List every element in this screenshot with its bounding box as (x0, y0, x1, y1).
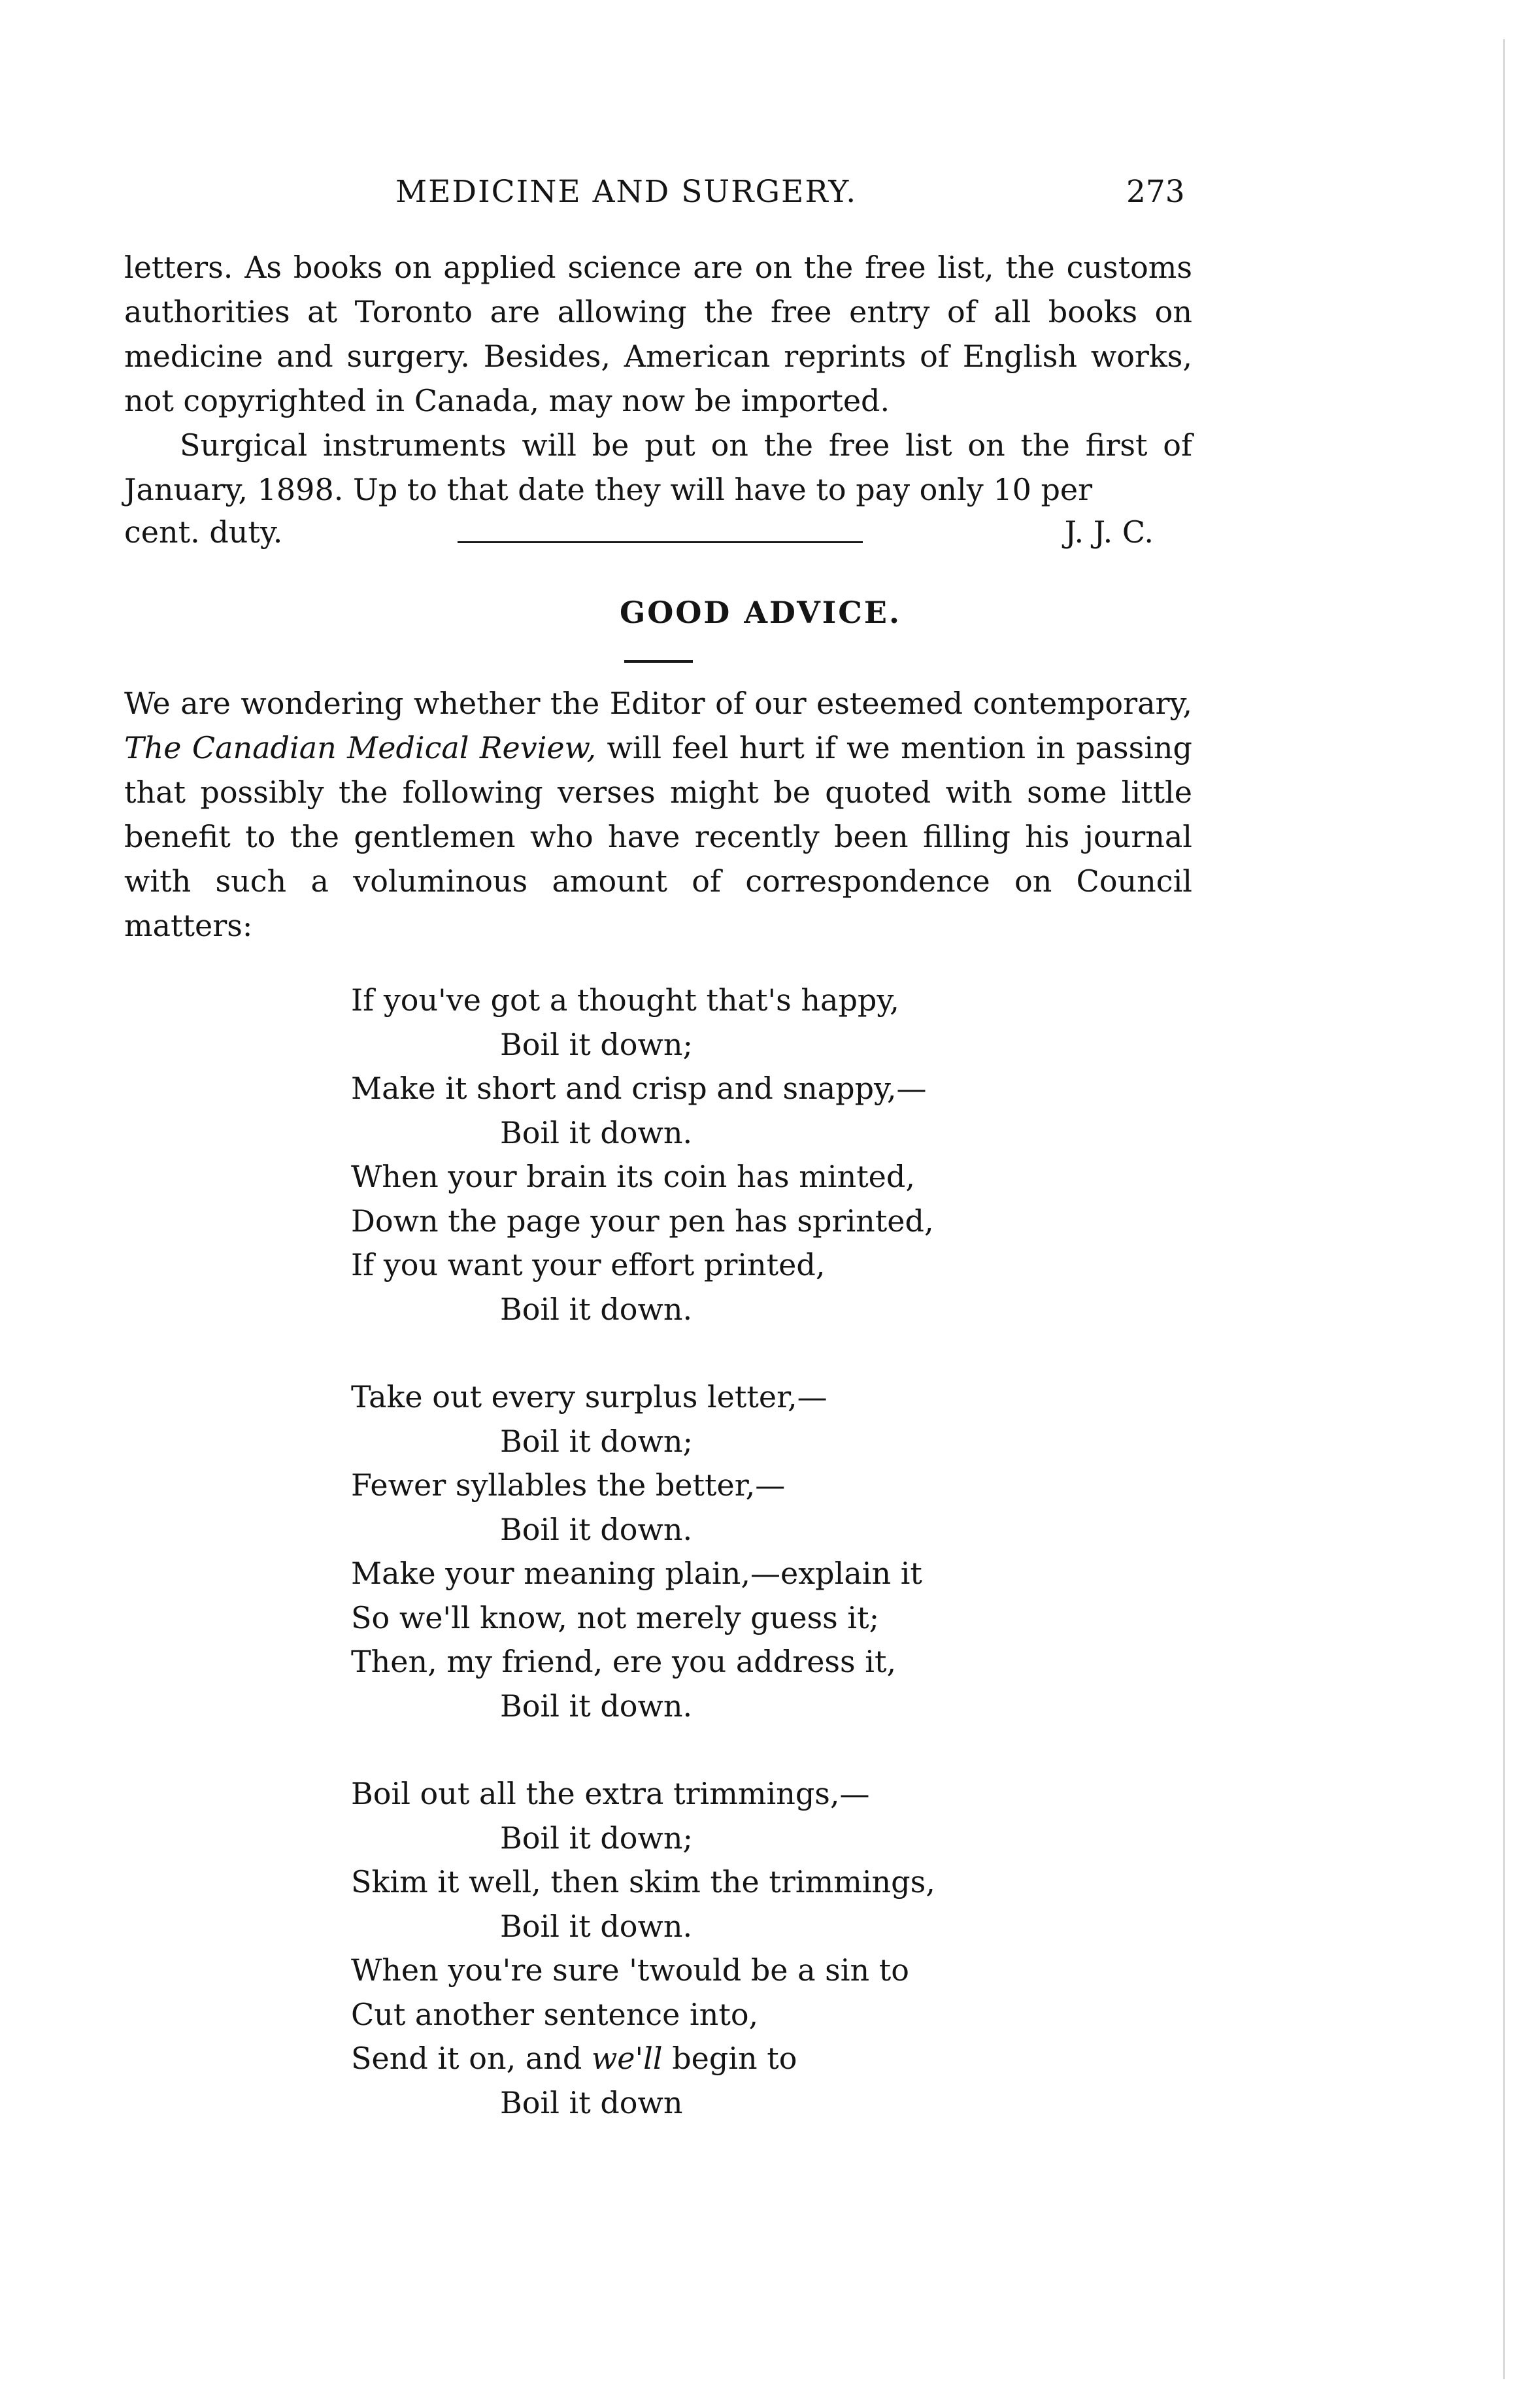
author-signature: J. J. C. (1064, 514, 1154, 550)
intro-paragraph: letters. As books on applied science are on the free list, the customs authorities at Toronto are allowing the free entry of all books on medicine and surgery. Besides, American reprints of English works, not copyrighted in Canada, may now be imported. (124, 250, 1192, 418)
title-underline-rule (624, 660, 693, 663)
poem-stanza-1 (351, 978, 1135, 1331)
good-advice-text (124, 681, 1192, 948)
journal-name: The Canadian Medical Review, (124, 730, 597, 765)
poem-refrain: Boil it down. (500, 1511, 693, 1547)
poem-line: Down the page your pen has sprinted, (351, 1203, 934, 1239)
poem-line: When your brain its coin has minted, (351, 1159, 915, 1194)
poem-refrain: Boil it down. (500, 1291, 693, 1327)
poem-line: Fewer syllables the better,— (351, 1467, 786, 1503)
poem-line: Cut another sentence into, (351, 1996, 759, 2032)
poem-line-part: begin to (662, 2041, 797, 2076)
section-divider-rule (458, 541, 863, 543)
section-title: GOOD ADVICE. (620, 595, 901, 630)
poem-line: When you're sure 'twould be a sin to (351, 1952, 909, 1988)
paragraph-part-1: are wondering whether the Editor of our esteemed contemporary, (170, 686, 1192, 721)
poem-stanza-3 (351, 1772, 1135, 2125)
page-number: 273 (1126, 174, 1185, 210)
poem-line: Make it short and crisp and snappy,— (351, 1071, 927, 1106)
poem-line: Then, my friend, ere you address it, (351, 1644, 897, 1679)
poem-line: Make your meaning plain,—explain it (351, 1556, 922, 1591)
good-advice-paragraph (124, 681, 1192, 948)
poem-refrain: Boil it down. (500, 1688, 693, 1724)
poem-stanza-2 (351, 1375, 1135, 1728)
running-header-title: MEDICINE AND SURGERY. (395, 174, 858, 210)
poem-line: Boil out all the extra trimmings,— (351, 1776, 870, 1811)
page-edge-line (1503, 39, 1505, 2379)
drop-word: We (124, 686, 171, 721)
poem-line: If you've got a thought that's happy, (351, 982, 899, 1018)
poem-refrain: Boil it down; (500, 1026, 694, 1062)
poem-boil-it-down (351, 978, 1135, 2125)
poem-line-italic: we'll (591, 2041, 663, 2076)
poem-line: So we'll know, not merely guess it; (351, 1599, 880, 1635)
poem-refrain: Boil it down; (500, 1820, 694, 1856)
poem-refrain: Boil it down; (500, 1423, 694, 1459)
instruments-paragraph: Surgical instruments will be put on the free list on the first of January, 1898. Up to that date they will have to pay only 10 per (124, 427, 1192, 507)
intro-text-block (124, 245, 1192, 512)
poem-refrain: Boil it down. (500, 1908, 693, 1944)
poem-refrain: Boil it down (500, 2084, 683, 2120)
poem-refrain: Boil it down. (500, 1114, 693, 1150)
paragraph-part-2: will feel hurt if we mention in passing that possibly the following verses might be quoted with some little benefit to the gentlemen who have recently been filling his journal with such a voluminous amount of correspondence on Council matters: (124, 730, 1192, 943)
poem-line: If you want your effort printed, (351, 1247, 826, 1282)
instruments-paragraph-end: cent. duty. (124, 514, 283, 550)
poem-line: Take out every surplus letter,— (351, 1379, 827, 1414)
poem-line: Skim it well, then skim the trimmings, (351, 1864, 935, 1899)
poem-line (351, 2037, 1135, 2081)
poem-line-part: Send it on, and (351, 2041, 592, 2076)
